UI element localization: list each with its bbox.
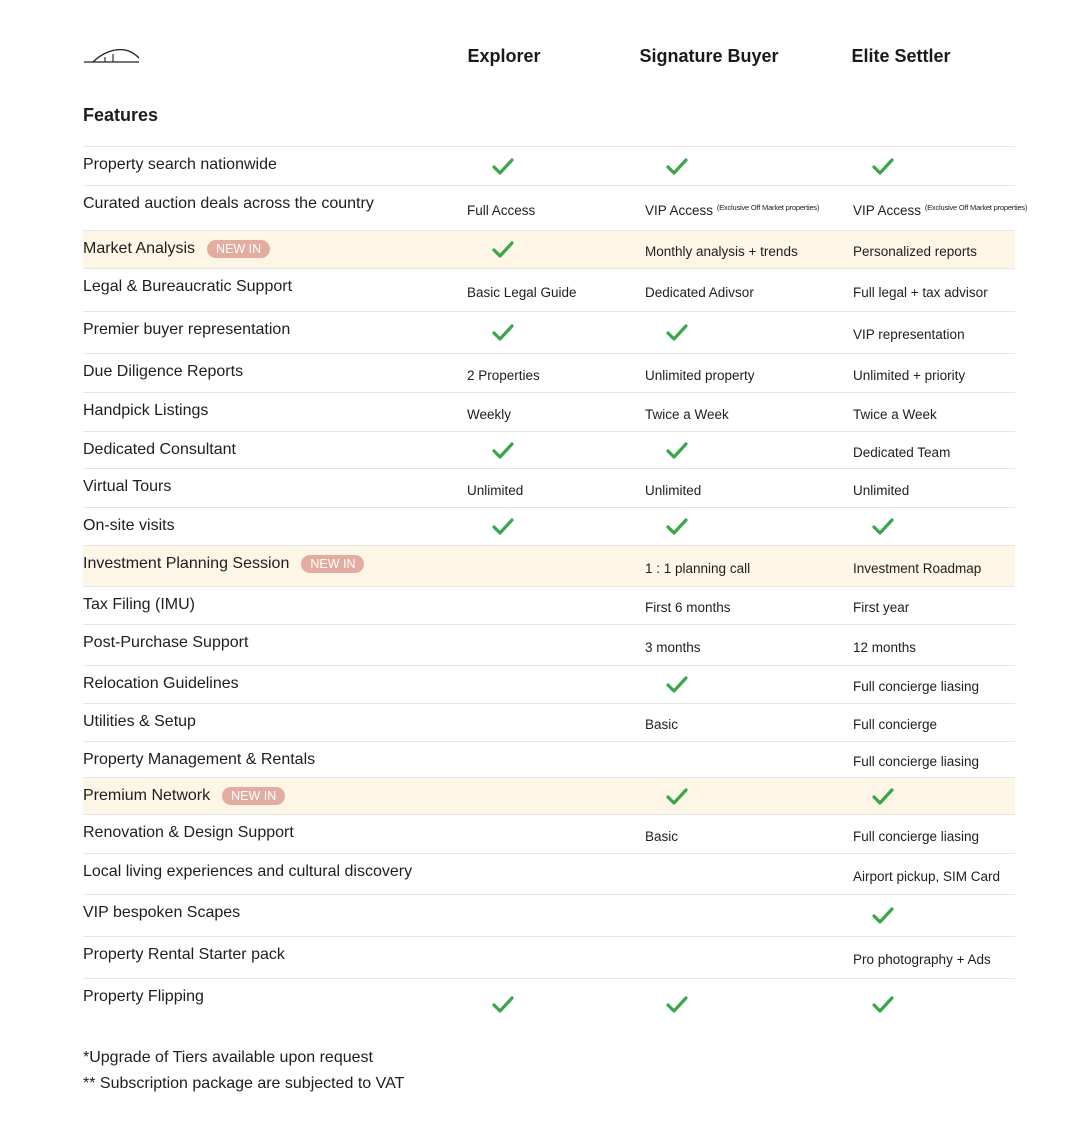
plan-cell-value xyxy=(467,368,540,383)
feature-label: Post-Purchase Support xyxy=(83,634,249,651)
feature-name xyxy=(83,713,196,731)
cell-text: Personalized reports xyxy=(853,244,977,259)
feature-name xyxy=(83,946,285,964)
table-row xyxy=(83,431,1015,468)
checkmark-icon xyxy=(491,995,515,1015)
feature-name xyxy=(83,904,240,922)
table-row xyxy=(83,311,1015,353)
footnote-vat: ** Subscription package are subjected to VAT xyxy=(83,1075,405,1092)
feature-label: Tax Filing (IMU) xyxy=(83,596,196,613)
feature-name xyxy=(83,363,243,381)
table-row xyxy=(83,230,1015,268)
feature-label: Due Diligence Reports xyxy=(83,363,244,380)
plan-cell-value xyxy=(853,640,916,655)
cell-text: Twice a Week xyxy=(853,407,937,422)
plan-cell-value xyxy=(853,327,965,342)
cell-text: Unlimited + priority xyxy=(853,368,966,383)
cell-text: Pro photography + Ads xyxy=(853,952,991,967)
feature-label: Property Management & Rentals xyxy=(83,751,316,768)
feature-label: Legal & Bureaucratic Support xyxy=(83,278,293,295)
feature-label: Virtual Tours xyxy=(83,478,172,495)
plan-cell-value xyxy=(853,445,950,460)
plan-cell-value xyxy=(467,483,523,498)
table-row xyxy=(83,978,1015,1030)
table-row xyxy=(83,853,1015,894)
cell-text: Full concierge liasing xyxy=(853,829,980,844)
cell-text: Full legal + tax advisor xyxy=(853,285,988,300)
plan-cell-value xyxy=(645,600,731,615)
plan-cell-value xyxy=(853,754,979,769)
feature-name xyxy=(83,478,171,496)
table-row xyxy=(83,936,1015,978)
feature-name xyxy=(83,402,208,420)
feature-label: Utilities & Setup xyxy=(83,713,196,730)
table-row xyxy=(83,894,1015,936)
plan-cell-value xyxy=(645,368,755,383)
checkmark-icon xyxy=(871,157,895,177)
brand-logo-icon xyxy=(83,44,143,68)
feature-name xyxy=(83,156,277,174)
checkmark-icon xyxy=(871,906,895,926)
plan-cell-value xyxy=(853,407,937,422)
plan-cell-value xyxy=(645,483,701,498)
cell-text: VIP representation xyxy=(853,327,965,342)
table-row xyxy=(83,468,1015,507)
checkmark-icon xyxy=(665,323,689,343)
plan-cell-value xyxy=(853,600,909,615)
cell-text: Airport pickup, SIM Card xyxy=(853,869,1001,884)
feature-label: Market Analysis xyxy=(83,240,196,257)
new-in-badge: NEW IN xyxy=(222,787,285,805)
table-row xyxy=(83,353,1015,392)
cell-footnote: (Exclusive Off Market properties) xyxy=(716,203,820,212)
cell-text: Unlimited xyxy=(645,483,702,498)
plan-cell-value xyxy=(467,203,535,218)
cell-text: First year xyxy=(853,600,910,615)
feature-name xyxy=(83,675,239,693)
table-row xyxy=(83,545,1015,586)
plan-cell-value xyxy=(645,285,754,300)
column-header-elite-settler: Elite Settler xyxy=(851,46,951,66)
checkmark-icon xyxy=(491,323,515,343)
feature-label: Local living experiences and cultural discovery xyxy=(83,863,413,880)
cell-text: Full concierge xyxy=(853,717,938,732)
table-row xyxy=(83,665,1015,703)
cell-text: VIP Access xyxy=(645,203,714,218)
column-header-signature-buyer: Signature Buyer xyxy=(639,46,779,66)
plan-cell-value xyxy=(853,717,937,732)
table-row xyxy=(83,741,1015,777)
cell-text: Basic Legal Guide xyxy=(467,285,577,300)
plan-cell-value xyxy=(645,561,750,576)
checkmark-icon xyxy=(491,517,515,537)
plan-cell-value xyxy=(645,244,798,259)
plan-cell-value xyxy=(853,679,979,694)
table-row xyxy=(83,146,1015,185)
checkmark-icon xyxy=(665,517,689,537)
new-in-badge: NEW IN xyxy=(301,555,364,573)
table-row xyxy=(83,703,1015,741)
feature-label: Dedicated Consultant xyxy=(83,441,236,458)
feature-name xyxy=(83,863,412,881)
cell-text: First 6 months xyxy=(645,600,731,615)
plan-cell-value xyxy=(645,407,729,422)
plan-cell-value xyxy=(645,717,678,732)
plan-cell-value xyxy=(853,203,1027,218)
feature-label: Relocation Guidelines xyxy=(83,675,239,692)
table-row xyxy=(83,624,1015,665)
feature-name xyxy=(83,824,294,842)
plan-cell-value xyxy=(467,285,577,300)
feature-name xyxy=(83,321,290,339)
plan-cell-value xyxy=(853,244,977,259)
plan-cell-value xyxy=(467,407,511,422)
column-header-explorer: Explorer xyxy=(467,46,541,66)
feature-name xyxy=(83,988,204,1006)
plan-cell-value xyxy=(645,640,701,655)
plan-cell-value xyxy=(853,483,909,498)
feature-name xyxy=(83,195,374,213)
checkmark-icon xyxy=(491,240,515,260)
feature-name xyxy=(83,441,236,459)
plan-cell-value xyxy=(853,561,981,576)
plan-cell-value xyxy=(853,285,988,300)
cell-footnote: (Exclusive Off Market properties) xyxy=(924,203,1028,212)
table-row xyxy=(83,268,1015,311)
feature-label: On-site visits xyxy=(83,517,175,534)
table-row xyxy=(83,777,1015,814)
checkmark-icon xyxy=(665,675,689,695)
feature-name xyxy=(83,751,315,769)
cell-text: Dedicated Team xyxy=(853,445,951,460)
cell-text: VIP Access xyxy=(853,203,922,218)
feature-name xyxy=(83,787,285,805)
cell-text: Unlimited xyxy=(853,483,910,498)
feature-label: Curated auction deals across the country xyxy=(83,195,374,212)
plan-cell-value xyxy=(853,869,1000,884)
checkmark-icon xyxy=(665,441,689,461)
cell-text: Basic xyxy=(645,717,679,732)
table-row xyxy=(83,814,1015,853)
checkmark-icon xyxy=(871,787,895,807)
cell-text: 12 months xyxy=(853,640,917,655)
cell-text: Unlimited property xyxy=(645,368,755,383)
cell-text: Monthly analysis + trends xyxy=(645,244,798,259)
table-row xyxy=(83,392,1015,431)
feature-label: Property search nationwide xyxy=(83,156,277,173)
checkmark-icon xyxy=(491,157,515,177)
checkmark-icon xyxy=(665,787,689,807)
feature-name xyxy=(83,634,248,652)
feature-label: Property Rental Starter pack xyxy=(83,946,285,963)
checkmark-icon xyxy=(871,995,895,1015)
feature-name xyxy=(83,555,364,573)
cell-text: Weekly xyxy=(467,407,512,422)
plan-cell-value xyxy=(853,368,965,383)
feature-label: VIP bespoken Scapes xyxy=(83,904,241,921)
table-row xyxy=(83,507,1015,545)
cell-text: Full concierge liasing xyxy=(853,754,980,769)
feature-name xyxy=(83,517,175,535)
cell-text: Basic xyxy=(645,829,679,844)
feature-label: Renovation & Design Support xyxy=(83,824,294,841)
checkmark-icon xyxy=(665,157,689,177)
checkmark-icon xyxy=(871,517,895,537)
table-row xyxy=(83,185,1028,230)
cell-text: Twice a Week xyxy=(645,407,729,422)
plan-cell-value xyxy=(853,952,991,967)
feature-label: Property Flipping xyxy=(83,988,204,1005)
feature-name xyxy=(83,596,195,614)
feature-label: Investment Planning Session xyxy=(83,555,290,572)
cell-text: 1 : 1 planning call xyxy=(645,561,751,576)
table-row xyxy=(83,586,1015,624)
footnote-upgrade: *Upgrade of Tiers available upon request xyxy=(83,1049,373,1066)
feature-label: Handpick Listings xyxy=(83,402,209,419)
checkmark-icon xyxy=(491,441,515,461)
feature-name xyxy=(83,278,292,296)
plan-cell-value xyxy=(853,829,979,844)
cell-text: Investment Roadmap xyxy=(853,561,982,576)
cell-text: Full Access xyxy=(467,203,536,218)
feature-name xyxy=(83,240,270,258)
cell-text: 2 Properties xyxy=(467,368,540,383)
cell-text: Full concierge liasing xyxy=(853,679,980,694)
cell-text: Dedicated Adivsor xyxy=(645,285,754,300)
cell-text: 3 months xyxy=(645,640,701,655)
feature-label: Premier buyer representation xyxy=(83,321,291,338)
new-in-badge: NEW IN xyxy=(207,240,270,258)
checkmark-icon xyxy=(665,995,689,1015)
plan-cell-value xyxy=(645,203,819,218)
plan-cell-value xyxy=(645,829,678,844)
cell-text: Unlimited xyxy=(467,483,524,498)
feature-label: Premium Network xyxy=(83,787,211,804)
features-heading: Features xyxy=(83,105,159,125)
